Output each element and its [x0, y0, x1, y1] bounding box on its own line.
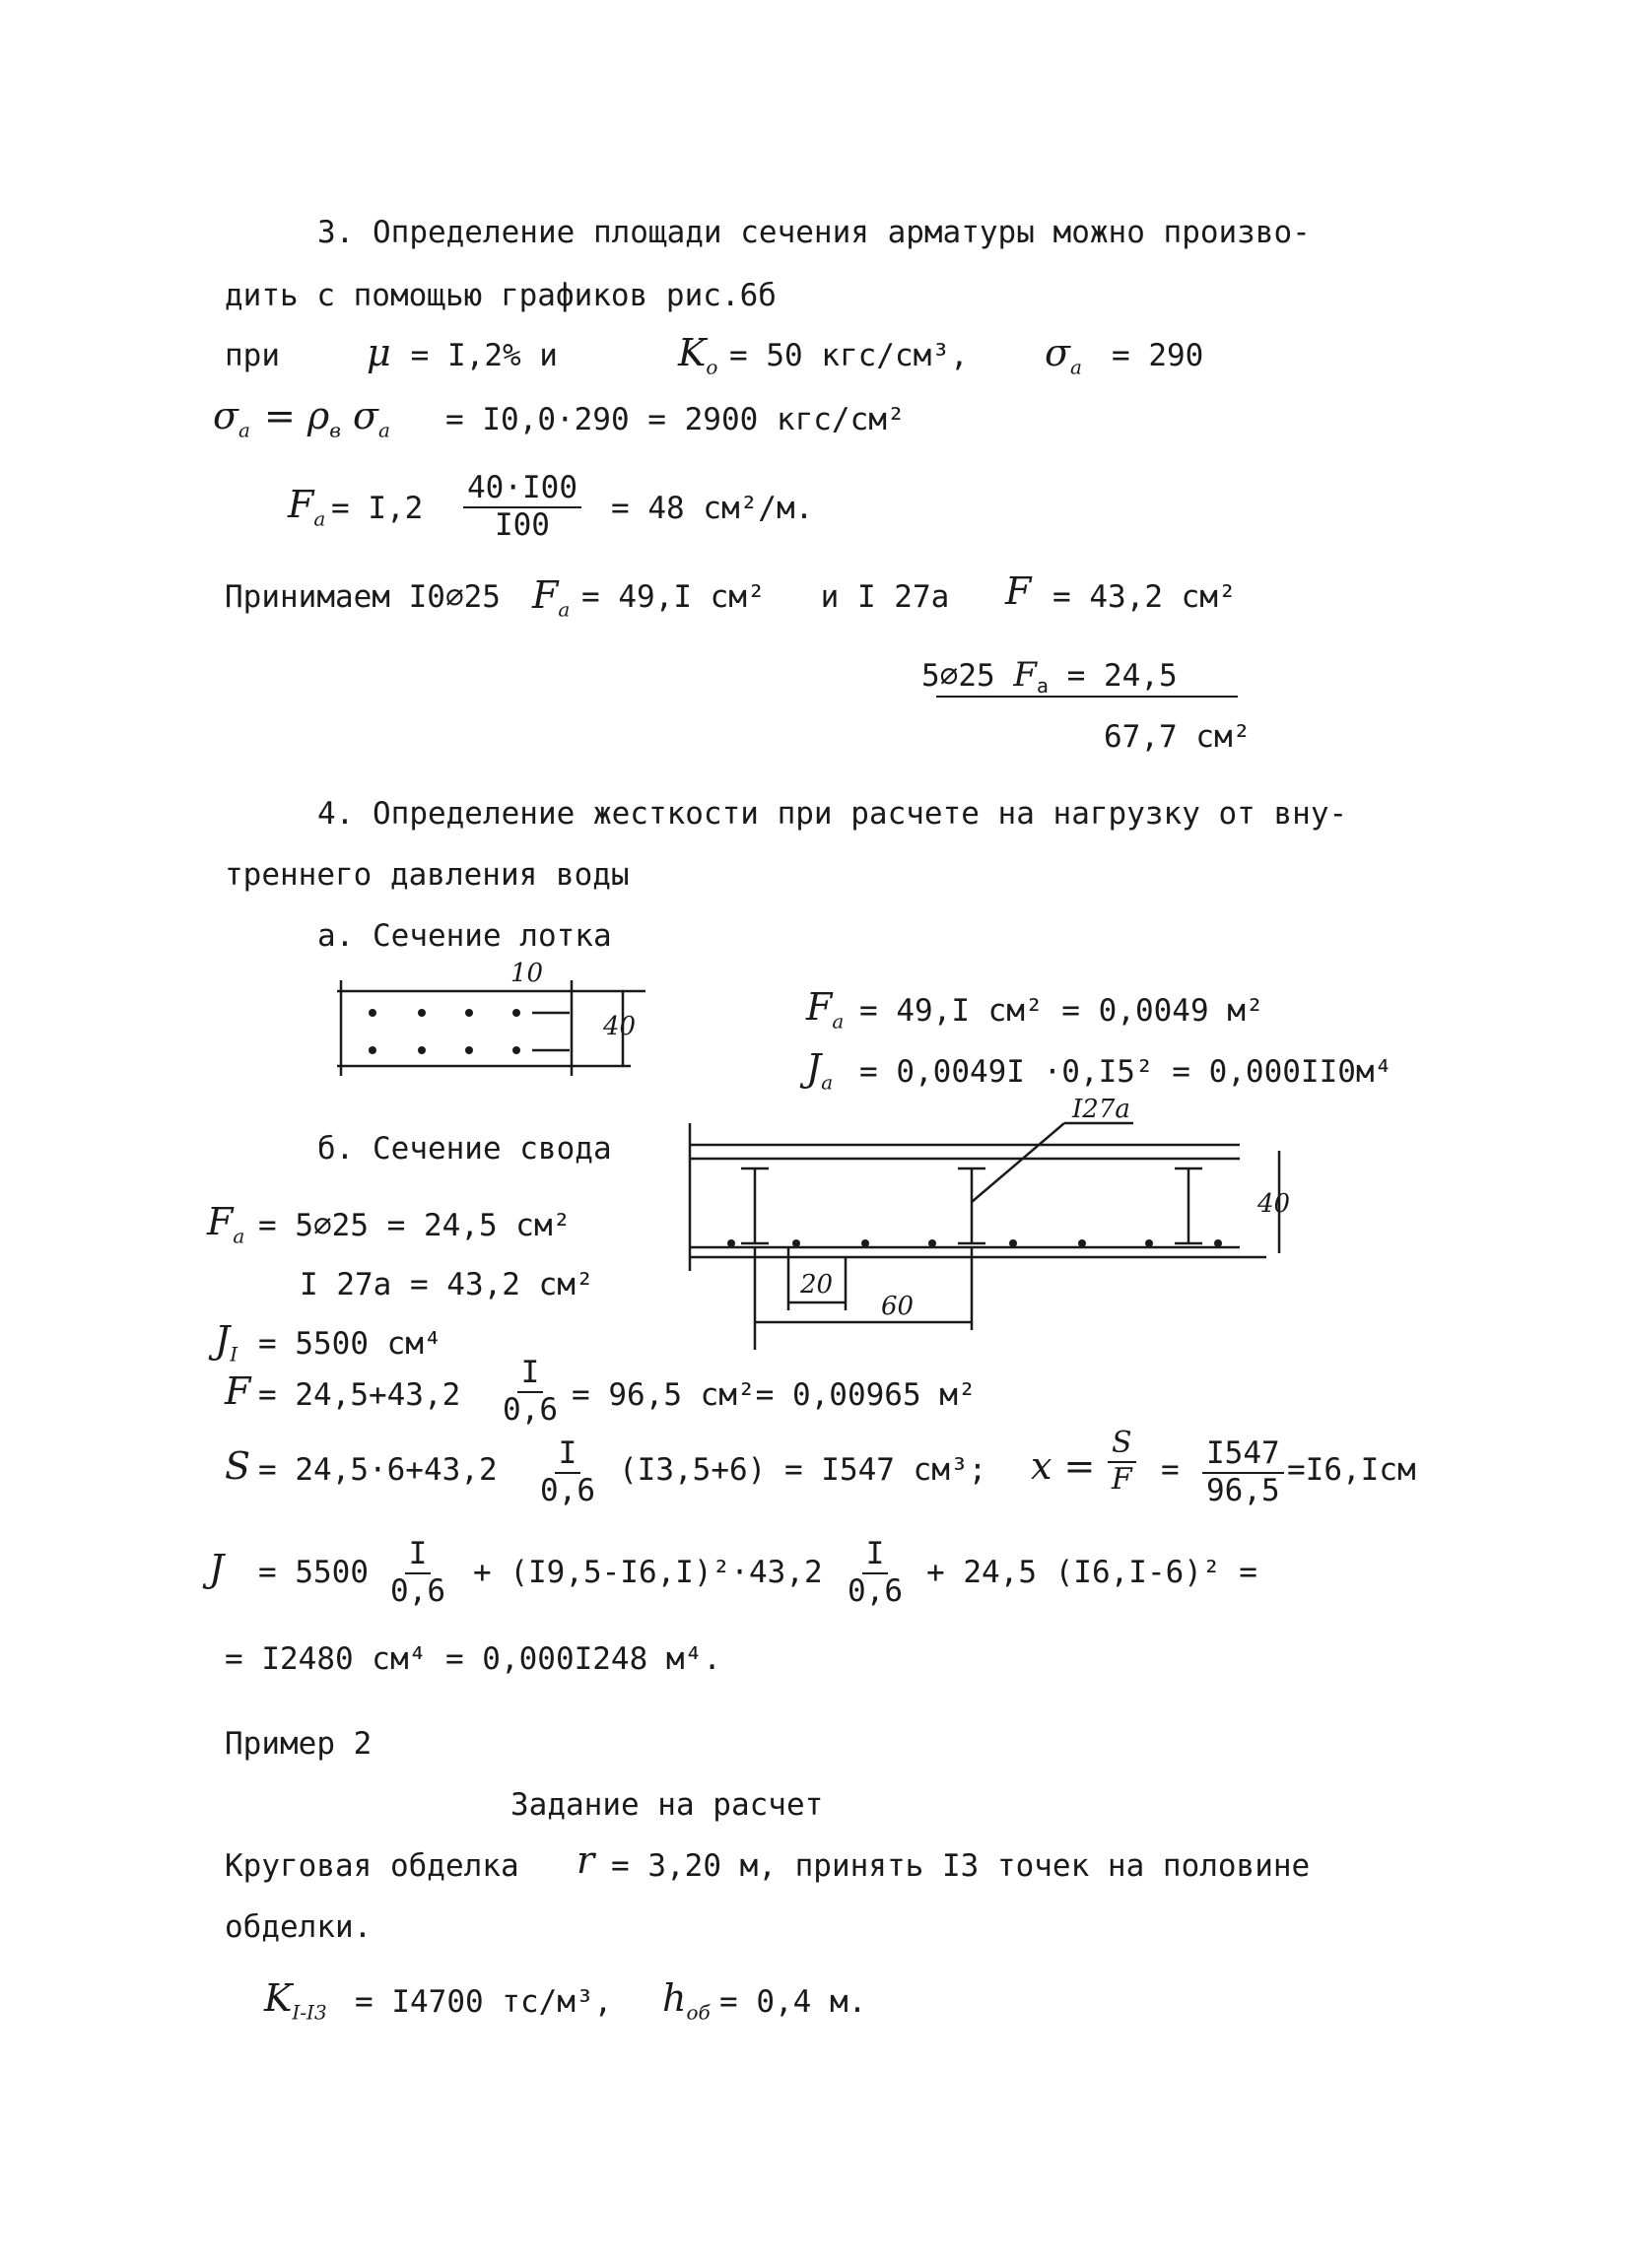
example2-line1b: = 3,20 м, принять I3 точек на половине: [611, 1848, 1311, 1884]
b-J-term3: + 24,5 (I6,I-6)² =: [926, 1555, 1257, 1590]
b-J-fraction-2: $\frac{I}{0,6}$: [848, 1536, 903, 1609]
mu-symbol: μ: [367, 331, 391, 374]
example2-line1a: Круговая обделка: [225, 1848, 519, 1884]
sigma-symbol: $\sigma_a$: [1045, 331, 1082, 379]
b-J-term1: = 5500: [258, 1555, 369, 1590]
accept-fa-symbol: $F_a$: [532, 573, 571, 622]
b-F-value: = 24,5+43,2: [258, 1377, 461, 1413]
a-fa-value: = 49,I см² = 0,0049 м²: [859, 993, 1264, 1029]
a-ja-value: = 0,0049I ·0,I5² = 0,000II0м⁴: [859, 1054, 1393, 1090]
b-S-fraction: $\frac{I}{0,6}$: [540, 1435, 595, 1508]
i-beam: [958, 1168, 985, 1243]
beam-leader: [972, 1123, 1064, 1202]
sec3-line2: дить с помощью графиков рис.6б: [225, 278, 777, 313]
r-symbol: r: [577, 1838, 595, 1882]
k-symbol: $K_{I-I3}$: [264, 1976, 327, 2025]
fa-result: = 48 см²/м.: [611, 491, 814, 526]
h-value: = 0,4 м.: [719, 1984, 867, 2020]
rebar-dot: [861, 1239, 869, 1247]
tray-slot-mark: 10: [510, 959, 544, 988]
i-beam: [1175, 1168, 1202, 1243]
b-x-fraction: $\frac{S}{F}$: [1108, 1427, 1136, 1497]
b-S-symbol: S: [225, 1444, 251, 1488]
k0-value: = 50 кгс/см³,: [729, 338, 969, 373]
b-jI-value: = 5500 см⁴: [258, 1326, 442, 1362]
example2-title: Пример 2: [225, 1726, 373, 1762]
b-x-eq: =: [1161, 1452, 1180, 1488]
sub-b-heading: б. Сечение свода: [317, 1131, 612, 1167]
rebar-dot: [1078, 1239, 1086, 1247]
b-x-fraction-2: $\frac{I547}{96,5}$: [1202, 1436, 1284, 1508]
eq2-rhs: = I0,0·290 = 2900 кгс/см²: [445, 402, 906, 437]
fa-coef: = I,2: [331, 491, 424, 526]
rebar-dot: [1214, 1239, 1222, 1247]
rebar-dot: [1009, 1239, 1017, 1247]
sum-total: 67,7 см²: [1104, 719, 1252, 755]
sec4-line1: 4. Определение жесткости при расчете на нагрузку от вну-: [317, 796, 1348, 832]
pri-label: при: [225, 338, 280, 373]
b-x-symbol: x =: [1031, 1444, 1096, 1488]
rebar-dot: [928, 1239, 936, 1247]
example2-line2: обделки.: [225, 1909, 373, 1945]
k-value: = I4700 тс/м³,: [355, 1984, 613, 2020]
rebar-dot: [792, 1239, 800, 1247]
b-i27-value: I 27а = 43,2 см²: [300, 1267, 594, 1302]
eq2-lhs: $\sigma_a$: [213, 394, 250, 442]
sum-line: 5⌀25 $F_a = 24,5$: [921, 655, 1178, 699]
dim-60: 60: [881, 1292, 915, 1321]
mu-value: = I,2% и: [392, 338, 558, 373]
b-J-result: = I2480 см⁴ = 0,000I248 м⁴.: [225, 1641, 721, 1677]
b-F-fraction: $\frac{I}{0,6}$: [503, 1355, 558, 1428]
accept-f-symbol: F: [1005, 569, 1032, 613]
sub-a-heading: а. Сечение лотка: [317, 918, 612, 954]
b-fa-symbol: $F_a$: [207, 1200, 245, 1248]
dim-20: 20: [800, 1270, 834, 1300]
fa-symbol: $F_a$: [288, 483, 326, 531]
fa-denominator: I00: [494, 506, 550, 543]
b-S-result: (I3,5+6) = I547 см³;: [619, 1452, 987, 1488]
b-fa-value: = 5⌀25 = 24,5 см²: [258, 1208, 572, 1243]
b-S-value: = 24,5·6+43,2: [258, 1452, 498, 1488]
b-F-result: = 96,5 см²= 0,00965 м²: [572, 1377, 977, 1413]
k0-symbol: $K_o$: [678, 331, 718, 379]
a-fa-symbol: $F_a$: [806, 985, 845, 1034]
accept-fa-value: = 49,I см² и I 27а: [581, 579, 950, 615]
beam-label: I27а: [1072, 1095, 1130, 1124]
b-J-symbol: J: [209, 1547, 225, 1590]
accept-f-value: = 43,2 см²: [1052, 579, 1237, 615]
a-ja-symbol: $J_a$: [806, 1046, 834, 1095]
h-symbol: $h_{об}$: [662, 1976, 711, 2025]
sec4-line2: треннего давления воды: [225, 857, 630, 893]
tray-dim-40: 40: [603, 1012, 637, 1041]
example2-task: Задание на расчет: [510, 1787, 824, 1823]
b-J-term2: + (I9,5-I6,I)²·43,2: [473, 1555, 823, 1590]
accept-text: Принимаем I0⌀25: [225, 579, 501, 615]
fa-numerator: 40·I00: [463, 471, 581, 508]
rebar-dot: [1145, 1239, 1153, 1247]
b-x-result: =I6,Iсм: [1287, 1452, 1416, 1488]
b-J-fraction-1: $\frac{I}{0,6}$: [390, 1536, 445, 1609]
rebar-dot: [727, 1239, 735, 1247]
sigma-value: = 290: [1112, 338, 1204, 373]
b-jI-symbol: $J_I$: [215, 1318, 238, 1367]
eq2-rho: = $\rho_в$ $\sigma_a$: [264, 394, 390, 442]
b-F-symbol: F: [225, 1369, 251, 1413]
sec3-line1: 3. Определение площади сечения арматуры можно произво-: [317, 215, 1311, 250]
i-beam: [741, 1168, 769, 1243]
vault-dim-40: 40: [1257, 1189, 1291, 1219]
